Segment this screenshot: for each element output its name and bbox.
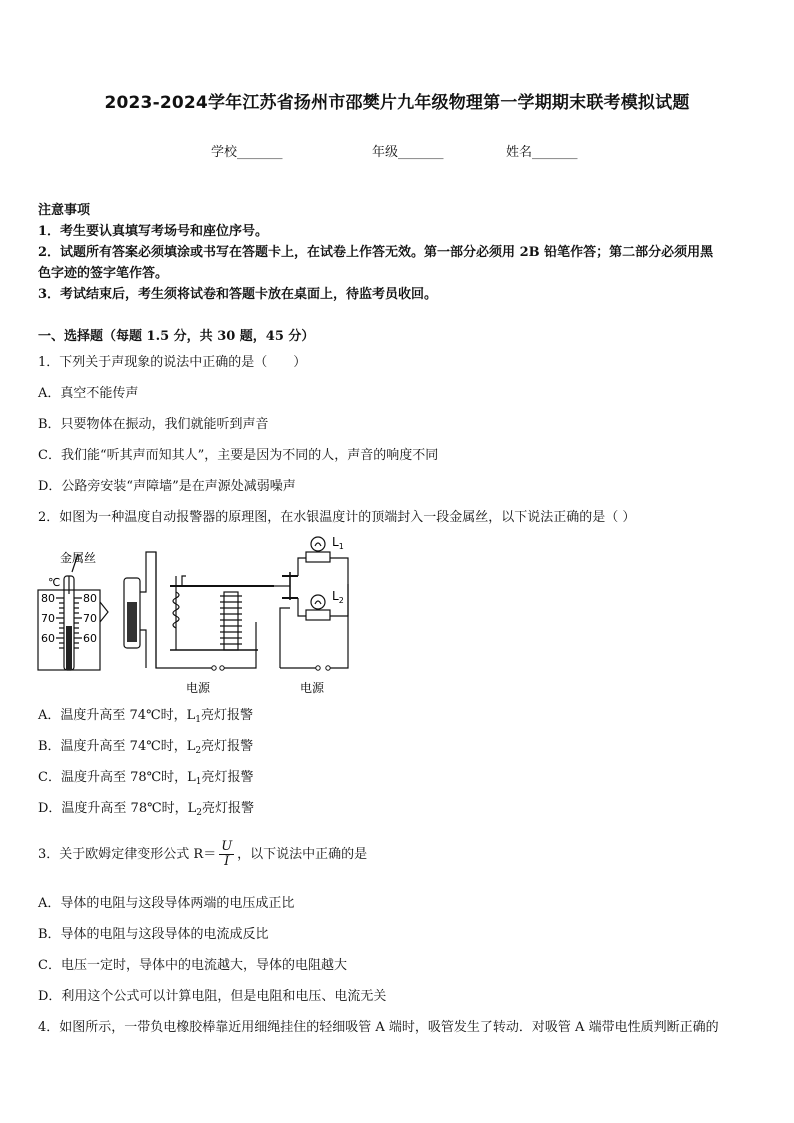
power-source-label: 电源 [300, 681, 325, 695]
grade-field: 年级_______ [372, 145, 444, 160]
section-heading: 一、选择题（每题 1.5 分，共 30 题，45 分） [38, 329, 315, 344]
lamp-l2-base [306, 610, 330, 620]
scale-label: 80 [41, 592, 55, 605]
notice-heading: 注意事项 [38, 203, 91, 218]
lamp-l1-label: $L_1$ [332, 535, 344, 551]
scale-label: 80 [83, 592, 97, 605]
question-2-option: A．温度升高至 74℃时，$L_1$亮灯报警 [38, 708, 253, 725]
question-3-option: C．电压一定时，导体中的电流越大，导体的电阻越大 [38, 958, 347, 973]
page-title: 2023-2024学年江苏省扬州市邵樊片九年级物理第一学期期末联考模拟试题 [104, 93, 690, 113]
question-2-option: C．温度升高至 78℃时，$L_1$亮灯报警 [38, 770, 254, 787]
question-1-stem: 1．下列关于声现象的说法中正确的是（ ） [38, 355, 307, 370]
question-3-stem: 3．关于欧姆定律变形公式 R＝ $\frac{U}{I}$ ，以下说法中正确的是 [38, 839, 368, 869]
wire-label: 金属丝 [60, 551, 97, 565]
unit-label: ℃ [48, 576, 61, 589]
question-3-option: B．导体的电阻与这段导体的电流成反比 [38, 927, 269, 942]
question-1-option: A．真空不能传声 [38, 386, 139, 401]
question-2-stem: 2．如图为一种温度自动报警器的原理图，在水银温度计的顶端封入一段金属丝，以下说法正确的是（ ） [38, 510, 636, 525]
question-3-option: A．导体的电阻与这段导体两端的电压成正比 [38, 896, 295, 911]
school-field: 学校_______ [211, 145, 283, 160]
lamp-l2-label: $L_2$ [332, 589, 344, 605]
lamp-l1-base [306, 552, 330, 562]
notice-item: 3．考试结束后，考生须将试卷和答题卡放在桌面上，待监考员收回。 [38, 287, 438, 302]
notice-item: 1．考生要认真填写考场号和座位序号。 [38, 224, 269, 239]
scale-label: 70 [41, 612, 55, 625]
ohm-formula-fraction: $\frac{U}{I}$ [221, 839, 233, 869]
temperature-alarm-diagram [36, 532, 366, 702]
question-1-option: B．只要物体在振动，我们就能听到声音 [38, 417, 269, 432]
scale-label: 60 [83, 632, 97, 645]
name-field: 姓名_______ [506, 145, 578, 160]
question-2-option: B．温度升高至 74℃时，$L_2$亮灯报警 [38, 739, 254, 756]
lamp-l1-bulb [311, 537, 325, 551]
power-source-label: 电源 [186, 681, 211, 695]
lamp-l2-bulb [311, 595, 325, 609]
notice-item: 2．试题所有答案必须填涂或书写在答题卡上，在试卷上作答无效。第一部分必须用 2B 铅笔作答；第二部分必须用黑 [38, 245, 714, 260]
question-3-option: D．利用这个公式可以计算电阻，但是电阻和电压、电流无关 [38, 989, 387, 1004]
question-2-option: D．温度升高至 78℃时，$L_2$亮灯报警 [38, 801, 255, 818]
question-1-option: D．公路旁安装“声障墙”是在声源处减弱噪声 [38, 479, 296, 494]
notice-item: 色字迹的签字笔作答。 [38, 266, 169, 281]
scale-label: 70 [83, 612, 97, 625]
question-4-stem: 4．如图所示，一带负电橡胶棒靠近用细绳挂住的轻细吸管 A 端时，吸管发生了转动．对吸管 A 端带电性质判断正确的 [38, 1020, 719, 1035]
question-1-option: C．我们能“听其声而知其人”，主要是因为不同的人，声音的响度不同 [38, 448, 439, 463]
scale-label: 60 [41, 632, 55, 645]
mercury-column [66, 626, 72, 670]
